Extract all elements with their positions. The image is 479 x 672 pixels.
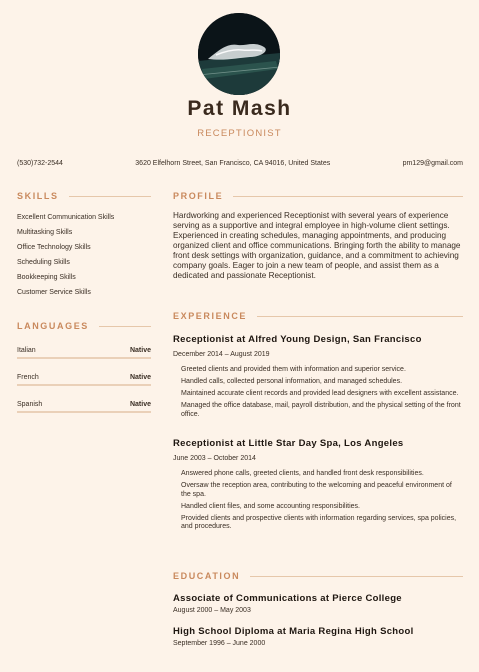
education-entry: [173, 626, 463, 647]
experience-heading: [173, 311, 463, 321]
email-address: pm129@gmail.com: [402, 160, 463, 167]
languages-heading: [17, 321, 151, 331]
address: 3620 Elfelhorn Street, San Francisco, CA 94016, United States: [135, 160, 331, 167]
job-bullets: [173, 470, 463, 532]
education-heading: [173, 571, 463, 581]
skill-item: Bookkeeping Skills: [17, 274, 76, 281]
contact-row: [17, 160, 463, 167]
job-entry-dates: June 2003 – October 2014: [173, 455, 256, 462]
language-level: Native: [129, 400, 151, 408]
skill-item: Multitasking Skills: [17, 229, 73, 236]
job-entry-title: Receptionist at Little Star Day Spa, Los Angeles: [173, 438, 404, 449]
experience-divider: [257, 316, 463, 317]
job-entry-title: Receptionist at Alfred Young Design, San Francisco: [173, 334, 422, 345]
profile-heading: [173, 191, 463, 201]
job-bullet: Maintained accurate client records and provided lead designers with excellent assistance.: [181, 390, 459, 397]
education-entry: [173, 593, 463, 614]
skills-heading-text: SKILLS: [17, 191, 59, 201]
education-heading-text: EDUCATION: [173, 571, 241, 581]
job-bullet: Oversaw the reception area, contributing to the welcoming and peaceful environment of the spa.: [181, 482, 452, 498]
language-name: French: [17, 373, 39, 381]
profile-heading-text: PROFILE: [173, 191, 224, 201]
language-item: [17, 343, 151, 359]
education-divider: [250, 576, 463, 577]
language-item: [17, 370, 151, 386]
skills-heading: [17, 191, 151, 201]
education-entry-dates: August 2000 – May 2003: [173, 607, 251, 614]
language-name: Spanish: [17, 400, 43, 408]
job-entry: [173, 334, 463, 423]
skills-list: [17, 212, 167, 302]
languages-divider: [99, 326, 151, 327]
skill-item: Excellent Communication Skills: [17, 214, 115, 221]
experience-heading-text: EXPERIENCE: [173, 311, 248, 321]
education-entry-title: High School Diploma at Maria Regina High School: [173, 626, 414, 637]
job-bullet: Answered phone calls, greeted clients, and handled front desk responsibilities.: [181, 470, 424, 477]
job-entry-dates: December 2014 – August 2019: [173, 351, 270, 358]
profile-photo: [198, 13, 280, 95]
job-bullet: Handled calls, collected personal information, and managed schedules.: [181, 378, 403, 385]
languages-heading-text: LANGUAGES: [17, 321, 89, 331]
education-entry-dates: September 1996 – June 2000: [173, 640, 266, 647]
profile-divider: [233, 196, 463, 197]
phone-number: (530)732-2544: [17, 160, 63, 167]
language-level: Native: [129, 346, 151, 354]
languages-list: [17, 343, 151, 424]
candidate-name: Pat Mash: [187, 97, 292, 120]
job-title: RECEPTIONIST: [197, 128, 282, 139]
skill-item: Office Technology Skills: [17, 244, 91, 251]
language-level: Native: [129, 373, 151, 381]
education-entry-title: Associate of Communications at Pierce College: [173, 593, 402, 604]
job-bullet: Greeted clients and provided them with information and superior service.: [181, 366, 406, 373]
photo-image: [198, 13, 280, 95]
skill-item: Customer Service Skills: [17, 289, 91, 296]
profile-summary: Hardworking and experienced Receptionist with several years of experience serving as a supportive and integral employee in high-volume client settings. Experienced in creating schedules, managing appointments, and producing organized client and office communications. Bringing forth the ability to manage front desk settings with organization, guidance, and a commitment to achieving company goals. Eager to join a new team of people, and assist them as a dedicated and passionate Receptionist.: [173, 211, 461, 280]
job-bullet: Managed the office database, mail, payroll distribution, and the physical setting of the front office.: [181, 402, 461, 418]
skills-divider: [69, 196, 151, 197]
job-bullet: Handled client files, and some accounting responsibilities.: [181, 502, 360, 510]
language-name: Italian: [17, 346, 36, 354]
job-entry: [173, 438, 463, 535]
job-bullets: [173, 366, 463, 419]
language-item: [17, 397, 151, 413]
skill-item: Scheduling Skills: [17, 259, 70, 266]
job-bullet: Provided clients and prospective clients with information regarding services, spa policies, and procedures.: [181, 514, 457, 530]
